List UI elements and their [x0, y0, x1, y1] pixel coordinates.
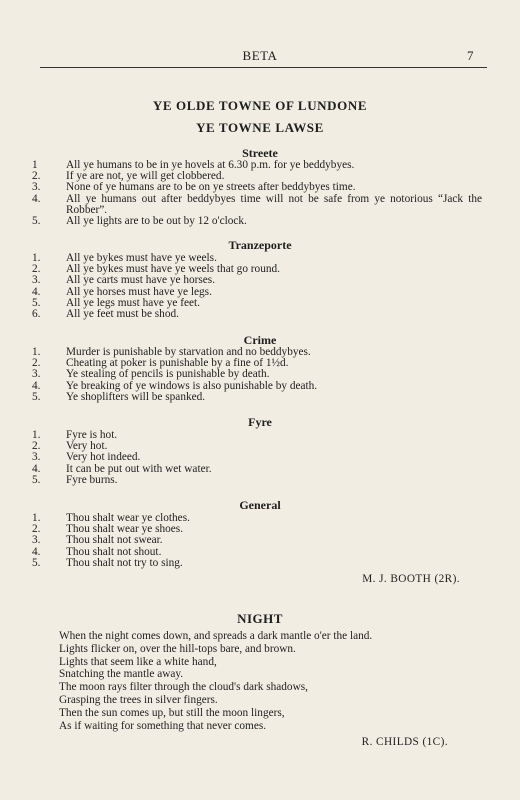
item-text: All ye feet must be shod. [66, 308, 179, 321]
item-text: All ye carts must have ye horses. [66, 274, 216, 287]
item-number: 3. [32, 274, 41, 287]
poem-signature: R. CHILDS (1C). [361, 736, 448, 748]
poem-line: Lights that seem like a white hand, [59, 655, 217, 668]
poem-line: As if waiting for something that never comes. [59, 719, 267, 732]
item-number: 6. [32, 308, 41, 321]
poem-line: When the night comes down, and spreads a dark mantle o'er the land. [59, 630, 373, 642]
section-heading-tranzeporte: Tranzeporte [228, 238, 292, 252]
list-item [32, 475, 482, 486]
poem-line: Snatching the mantle away. [59, 668, 184, 681]
section-heading-general: General [239, 498, 281, 512]
item-text: All ye legs must have ye feet. [66, 296, 200, 309]
item-number: 4. [32, 545, 41, 558]
item-text: All ye bykes must have ye weels that go round. [66, 263, 280, 276]
author-signature: M. J. BOOTH (2R). [362, 573, 460, 585]
item-number: 1 [32, 159, 38, 171]
poem-line: The moon rays filter through the cloud's dark shadows, [59, 681, 308, 694]
list-item [32, 369, 482, 380]
item-text: Very hot. [66, 440, 108, 453]
item-number: 4. [32, 192, 41, 205]
item-number: 4. [32, 379, 41, 392]
crime-list [32, 347, 482, 403]
general-list [32, 513, 482, 569]
item-text: Thou shalt wear ye clothes. [66, 512, 190, 524]
item-text: Thou shalt not swear. [66, 534, 163, 547]
journal-title: BETA [242, 48, 278, 63]
item-text: Murder is punishable by starvation and no beddybyes. [66, 346, 311, 358]
item-number: 2. [32, 170, 41, 183]
item-text: Thou shalt not try to sing. [66, 556, 183, 569]
item-number: 2. [32, 440, 41, 453]
item-number: 2. [32, 357, 41, 370]
item-text: Fyre burns. [66, 473, 118, 486]
item-number: 5. [32, 473, 41, 486]
page-number: 7 [467, 48, 474, 63]
article-subtitle: YE TOWNE LAWSE [196, 120, 324, 135]
list-item [32, 216, 482, 227]
item-text: Cheating at poker is punishable by a fine of 1½d. [66, 357, 289, 370]
item-text: Ye stealing of pencils is punishable by death. [66, 368, 270, 381]
item-text: All ye bykes must have ye weels. [66, 252, 217, 264]
item-number: 1. [32, 252, 41, 264]
section-heading-streete: Streete [242, 146, 278, 160]
item-text: Thou shalt wear ye shoes. [66, 523, 184, 536]
item-text: Ye breaking of ye windows is also punishable by death. [66, 379, 318, 392]
item-number: 3. [32, 368, 41, 381]
list-item [32, 275, 482, 286]
list-item [32, 194, 482, 216]
item-number: 5. [32, 556, 41, 569]
poem-line: Grasping the trees in silver fingers. [59, 693, 218, 706]
list-item [32, 182, 482, 193]
item-text: Fyre is hot. [66, 429, 118, 441]
item-number: 5. [32, 215, 41, 228]
item-number: 1. [32, 346, 41, 358]
section-heading-fyre: Fyre [248, 415, 272, 429]
item-text: All ye lights are to be out by 12 o'clock. [66, 215, 247, 228]
list-item [32, 392, 482, 403]
header-rule [40, 67, 487, 68]
tranzeporte-list [32, 253, 482, 320]
poem-line: Then the sun comes up, but still the moon lingers, [59, 706, 285, 719]
item-text: None of ye humans are to be on ye streets after beddybyes time. [66, 181, 356, 194]
item-number: 3. [32, 451, 41, 464]
item-text: Ye shoplifters will be spanked. [66, 390, 206, 403]
item-number: 3. [32, 534, 41, 547]
item-text: All ye humans to be in ye hovels at 6.30 p.m. for ye beddybyes. [66, 159, 355, 171]
list-item [32, 535, 482, 546]
fyre-list [32, 430, 482, 486]
poem-body [59, 630, 479, 732]
poem-title: NIGHT [237, 611, 283, 626]
item-text: If ye are not, ye will get clobbered. [66, 170, 225, 183]
list-item [32, 452, 482, 463]
item-text: All ye humans out after beddybyes time will not be safe from ye notorious “Jack the Robber”. [66, 192, 482, 216]
section-heading-crime: Crime [243, 333, 277, 347]
item-number: 5. [32, 390, 41, 403]
item-number: 3. [32, 181, 41, 194]
item-number: 2. [32, 523, 41, 536]
streete-list [32, 160, 482, 227]
item-text: Very hot indeed. [66, 451, 141, 464]
item-number: 1. [32, 429, 41, 441]
item-text: All ye horses must have ye legs. [66, 285, 212, 298]
item-number: 1. [32, 512, 41, 524]
item-text: It can be put out with wet water. [66, 462, 212, 475]
item-number: 4. [32, 285, 41, 298]
list-item [32, 558, 482, 569]
item-number: 2. [32, 263, 41, 276]
poem-line: Lights flicker on, over the hill-tops bare, and brown. [59, 642, 296, 655]
item-number: 4. [32, 462, 41, 475]
item-text: Thou shalt not shout. [66, 545, 162, 558]
list-item [32, 309, 482, 320]
item-number: 5. [32, 296, 41, 309]
article-title: YE OLDE TOWNE OF LUNDONE [152, 98, 368, 113]
